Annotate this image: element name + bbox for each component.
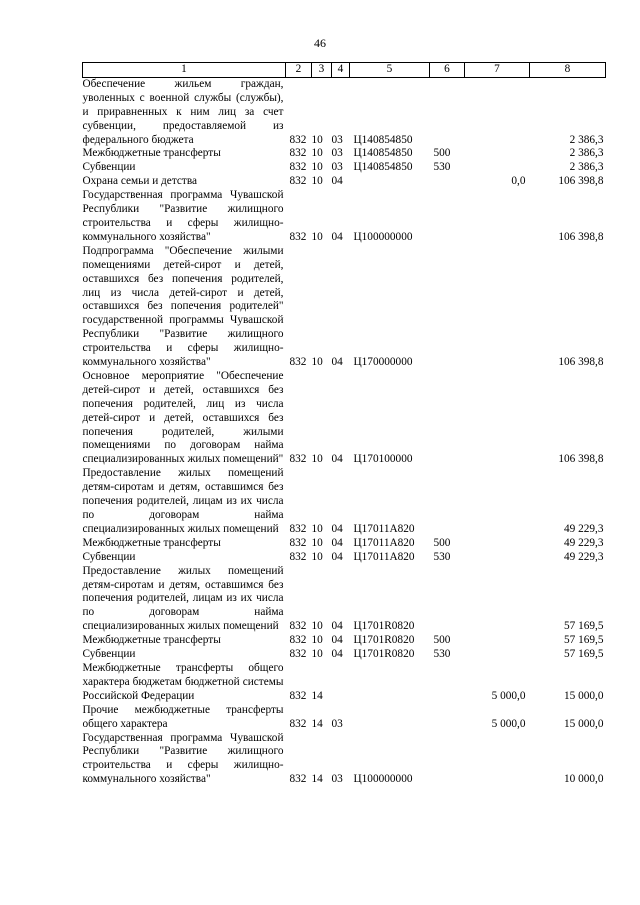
row-name: Субвенции [82, 648, 136, 661]
row-subsection-code: 04 [331, 536, 343, 549]
row-gr-code: 832 [289, 773, 307, 786]
row-name: Обеспечение жильем граждан, уволенных с военной службы (службы), и приравненных к ним лиц за счет субвенции, предоставляемой из федерального бюджета [82, 77, 284, 146]
row-gr-code: 832 [289, 133, 307, 146]
row-target-code: Ц1701R0820 [353, 648, 415, 661]
row-target-code: Ц17011А820 [353, 536, 415, 549]
row-expense-type: 530 [433, 648, 451, 661]
row-section-code: 10 [311, 536, 323, 549]
row-expense-type: 530 [433, 161, 451, 174]
row-section-code: 10 [311, 453, 323, 466]
header-cell: 5 [350, 63, 430, 78]
row-name: Государственная программа Чувашской Республики "Развитие жилищного строительства и сферы жилищно-коммунального хозяйства" [82, 731, 284, 786]
row-amount-change: 0,0 [511, 175, 526, 188]
row-name: Предоставление жилых помещений детям-сиротам и детям, оставшимся без попечения родителей, лицам из их числа по договорам найма специализированных жилых помещений [82, 564, 284, 633]
row-subsection-code: 03 [331, 133, 343, 146]
table-row [83, 704, 606, 732]
row-amount-change: 5 000,0 [491, 717, 526, 730]
row-amount-change [465, 537, 530, 551]
row-gr-code: 832 [289, 175, 307, 188]
row-amount-total: 106 398,8 [558, 356, 604, 369]
row-amount-total: 106 398,8 [558, 230, 604, 243]
row-amount-total: 15 000,0 [563, 717, 604, 730]
row-amount-change [465, 77, 530, 147]
row-expense-type [430, 662, 465, 704]
row-section-code: 10 [311, 133, 323, 146]
table-row [83, 634, 606, 648]
row-name: Предоставление жилых помещений детям-сиротам и детям, оставшимся без попечения родителей, лицам из их числа по договорам найма специализированных жилых помещений [82, 467, 284, 535]
row-amount-change [465, 245, 530, 370]
row-target-code: Ц100000000 [353, 773, 413, 786]
row-amount-total: 57 169,5 [563, 620, 604, 633]
row-expense-type: 500 [433, 147, 451, 160]
row-target-code: Ц100000000 [353, 230, 413, 243]
row-amount-total: 15 000,0 [563, 689, 604, 702]
row-section-code: 10 [311, 161, 323, 174]
row-name: Охрана семьи и детства [82, 175, 198, 188]
row-section-code: 14 [311, 689, 323, 702]
table-row [83, 732, 606, 788]
row-gr-code: 832 [289, 717, 307, 730]
row-amount-total: 49 229,3 [563, 522, 604, 535]
row-amount-change [465, 467, 530, 537]
row-subsection-code: 04 [331, 648, 343, 661]
row-name: Прочие межбюджетные трансферты общего характера [82, 703, 284, 730]
row-target-code [350, 662, 430, 704]
table-row [83, 467, 606, 537]
row-target-code: Ц140854850 [353, 133, 413, 146]
row-target-code [350, 704, 430, 732]
row-target-code: Ц1701R0820 [353, 620, 415, 633]
row-name: Субвенции [82, 550, 136, 563]
row-expense-type: 530 [433, 550, 451, 563]
row-amount-change [465, 147, 530, 161]
row-expense-type: 500 [433, 634, 451, 647]
row-amount-total: 2 386,3 [569, 133, 604, 146]
header-row [83, 63, 606, 78]
row-name: Государственная программа Чувашской Республики "Развитие жилищного строительства и сферы жилищно-коммунального хозяйства" [82, 189, 284, 243]
table-row [83, 370, 606, 467]
table-row [83, 537, 606, 551]
row-gr-code: 832 [289, 161, 307, 174]
row-expense-type [430, 467, 465, 537]
row-target-code: Ц140854850 [353, 161, 413, 174]
row-target-code: Ц1701R0820 [353, 634, 415, 647]
header-cell: 3 [312, 63, 332, 78]
row-amount-change [465, 551, 530, 565]
page-number: 46 [314, 36, 326, 50]
row-amount-total: 10 000,0 [563, 773, 604, 786]
row-amount-change [465, 370, 530, 467]
row-amount-change [465, 648, 530, 662]
header-cell: 4 [332, 63, 350, 78]
row-expense-type [430, 565, 465, 635]
row-expense-type [430, 77, 465, 147]
row-target-code [350, 175, 430, 189]
row-name: Межбюджетные трансферты [82, 634, 221, 647]
row-expense-type [430, 175, 465, 189]
row-amount-total: 49 229,3 [563, 550, 604, 563]
row-amount-change [465, 161, 530, 175]
row-subsection-code: 04 [331, 230, 343, 243]
table-row [83, 175, 606, 189]
row-name: Межбюджетные трансферты общего характера бюджетам бюджетной системы Российской Федерации [82, 661, 284, 702]
row-section-code: 10 [311, 230, 323, 243]
header-cell: 7 [465, 63, 530, 78]
header-cell: 1 [83, 63, 286, 78]
row-subsection-code [332, 662, 350, 704]
row-amount-change: 5 000,0 [491, 689, 526, 702]
row-target-code: Ц170000000 [353, 356, 413, 369]
row-gr-code: 832 [289, 147, 307, 160]
row-amount-change [465, 634, 530, 648]
row-name: Субвенции [82, 161, 136, 174]
row-gr-code: 832 [289, 648, 307, 661]
row-section-code: 10 [311, 634, 323, 647]
table-row [83, 161, 606, 175]
table-row [83, 662, 606, 704]
table-row [83, 648, 606, 662]
table-row [83, 551, 606, 565]
row-amount-total: 106 398,8 [558, 175, 604, 188]
table-row [83, 245, 606, 370]
row-section-code: 10 [311, 175, 323, 188]
row-section-code: 14 [311, 717, 323, 730]
row-amount-change [465, 189, 530, 245]
row-expense-type [430, 245, 465, 370]
row-section-code: 10 [311, 648, 323, 661]
row-gr-code: 832 [289, 634, 307, 647]
row-section-code: 14 [311, 773, 323, 786]
table-row [83, 147, 606, 161]
row-subsection-code: 04 [331, 175, 343, 188]
row-subsection-code: 04 [331, 453, 343, 466]
row-expense-type [430, 704, 465, 732]
table-row [83, 565, 606, 635]
table-row [83, 77, 606, 147]
row-gr-code: 832 [289, 356, 307, 369]
row-amount-total: 2 386,3 [569, 147, 604, 160]
row-section-code: 10 [311, 550, 323, 563]
budget-table [82, 62, 606, 787]
row-amount-total: 57 169,5 [563, 648, 604, 661]
row-name: Подпрограмма "Обеспечение жилыми помещениями детей-сирот и детей, оставшихся без попечения родителей, лиц из числа детей-сирот и детей, оставшихся без попечения родителей" государственной программы Чувашской Республики "Развитие жилищного строительства и сферы жилищно-коммунального хозяйства" [82, 244, 284, 369]
row-subsection-code: 04 [331, 522, 343, 535]
row-expense-type [430, 732, 465, 788]
header-cell: 6 [430, 63, 465, 78]
row-subsection-code: 03 [331, 161, 343, 174]
row-section-code: 10 [311, 356, 323, 369]
row-target-code: Ц17011А820 [353, 522, 415, 535]
row-subsection-code: 03 [331, 717, 343, 730]
row-gr-code: 832 [289, 536, 307, 549]
row-name: Основное мероприятие "Обеспечение детей-сирот и детей, оставшихся без попечения родителей, лиц из числа детей-сирот и детей, оставшихся без попечения родителей, жилыми помещениями по договорам найма специализированных жилых помещений" [82, 369, 284, 466]
row-subsection-code: 04 [331, 634, 343, 647]
row-amount-change [465, 732, 530, 788]
row-subsection-code: 04 [331, 620, 343, 633]
row-gr-code: 832 [289, 453, 307, 466]
row-gr-code: 832 [289, 522, 307, 535]
row-section-code: 10 [311, 620, 323, 633]
row-amount-change [465, 565, 530, 635]
row-target-code: Ц140854850 [353, 147, 413, 160]
row-expense-type [430, 189, 465, 245]
row-amount-total: 49 229,3 [563, 536, 604, 549]
row-name: Межбюджетные трансферты [82, 147, 221, 160]
table-row [83, 189, 606, 245]
row-gr-code: 832 [289, 689, 307, 702]
row-name: Межбюджетные трансферты [82, 536, 221, 549]
row-gr-code: 832 [289, 230, 307, 243]
row-amount-total: 57 169,5 [563, 634, 604, 647]
row-target-code: Ц17011А820 [353, 550, 415, 563]
row-section-code: 10 [311, 522, 323, 535]
row-subsection-code: 03 [331, 147, 343, 160]
row-subsection-code: 04 [331, 550, 343, 563]
row-amount-total: 106 398,8 [558, 453, 604, 466]
row-amount-total: 2 386,3 [569, 161, 604, 174]
row-subsection-code: 03 [331, 773, 343, 786]
row-gr-code: 832 [289, 620, 307, 633]
row-expense-type: 500 [433, 536, 451, 549]
row-subsection-code: 04 [331, 356, 343, 369]
row-expense-type [430, 370, 465, 467]
header-cell: 2 [286, 63, 312, 78]
row-section-code: 10 [311, 147, 323, 160]
row-target-code: Ц170100000 [353, 453, 413, 466]
row-gr-code: 832 [289, 550, 307, 563]
header-cell: 8 [530, 63, 606, 78]
